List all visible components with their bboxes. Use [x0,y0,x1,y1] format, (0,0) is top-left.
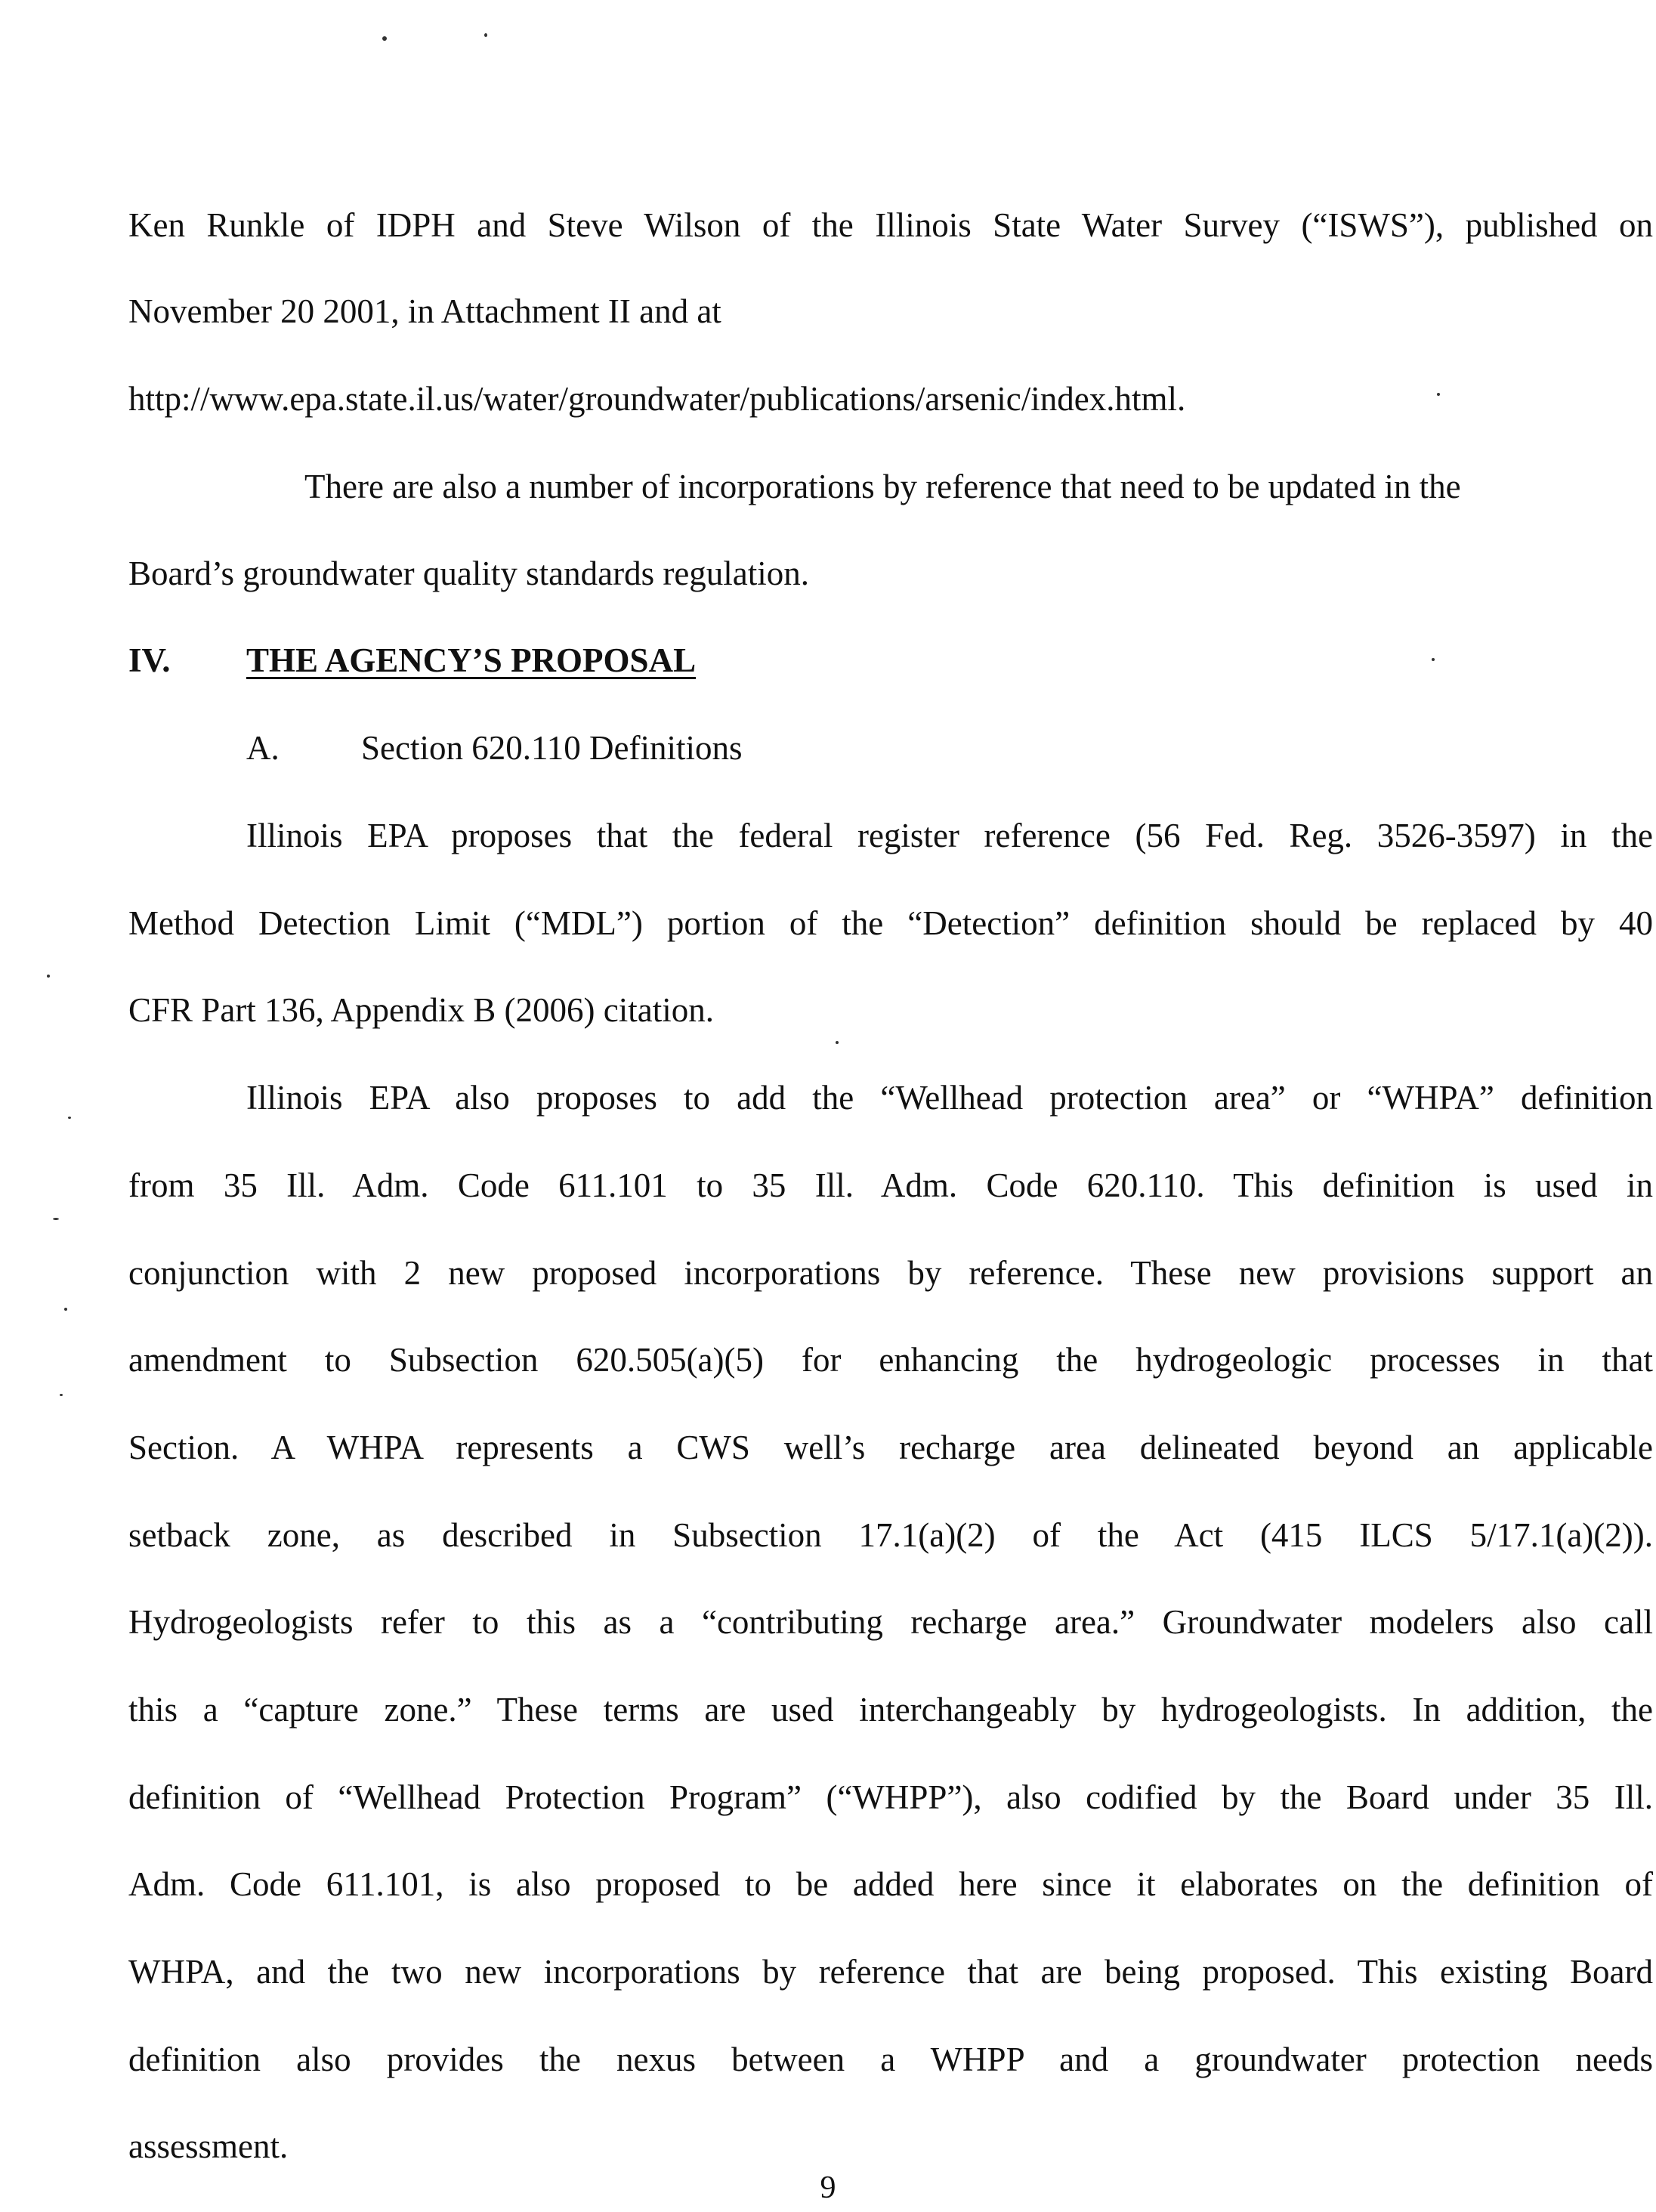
paragraph-line: this a “capture zone.” These terms are used interchangeably by hydrogeologists. In addition, the [128,1691,1653,1729]
paragraph-line: conjunction with 2 new proposed incorporations by reference. These new provisions support an [128,1254,1653,1292]
scan-speck [68,1117,71,1119]
paragraph-line: CFR Part 136, Appendix B (2006) citation. [128,991,714,1029]
url-line: http://www.epa.state.il.us/water/groundwater/publications/arsenic/index.html. [128,380,1186,418]
paragraph-line: WHPA, and the two new incorporations by reference that are being proposed. This existing Board [128,1953,1653,1991]
paragraph-line: Illinois EPA also proposes to add the “Wellhead protection area” or “WHPA” definition [246,1079,1653,1117]
paragraph-line: Adm. Code 611.101, is also proposed to be added here since it elaborates on the definition of [128,1865,1653,1903]
page-number: 9 [820,2170,836,2205]
scan-speck [1437,393,1440,396]
subsection-letter: A. [246,729,280,767]
paragraph-line: assessment. [128,2127,289,2165]
section-number: IV. [128,641,171,679]
scan-speck [836,1041,839,1044]
paragraph-line: definition of “Wellhead Protection Program” (“WHPP”), also codified by the Board under 35 Ill. [128,1778,1653,1816]
scan-speck [47,975,50,978]
section-title: THE AGENCY’S PROPOSAL [246,641,697,679]
scan-speck [60,1394,63,1396]
text-line: There are also a number of incorporations by reference that need to be updated in the [304,468,1461,505]
paragraph-line: setback zone, as described in Subsection 17.1(a)(2) of the Act (415 ILCS 5/17.1(a)(2)). [128,1516,1653,1554]
scan-speck [1432,658,1435,661]
paragraph-line: definition also provides the nexus between a WHPP and a groundwater protection needs [128,2041,1653,2078]
scan-speck [382,36,387,41]
text-line: Board’s groundwater quality standards regulation. [128,555,810,592]
text-line: November 20 2001, in Attachment II and at [128,292,721,330]
text-line: Ken Runkle of IDPH and Steve Wilson of the Illinois State Water Survey (“ISWS”), published on [128,206,1653,244]
paragraph-line: amendment to Subsection 620.505(a)(5) for enhancing the hydrogeologic processes in that [128,1341,1653,1379]
paragraph-line: from 35 Ill. Adm. Code 611.101 to 35 Ill. Adm. Code 620.110. This definition is used in [128,1166,1653,1204]
paragraph-line: Section. A WHPA represents a CWS well’s recharge area delineated beyond an applicable [128,1429,1653,1466]
paragraph-line: Illinois EPA proposes that the federal register reference (56 Fed. Reg. 3526-3597) in the [246,817,1653,854]
scan-speck [484,33,487,37]
paragraph-line: Method Detection Limit (“MDL”) portion of the “Detection” definition should be replaced by 40 [128,904,1653,942]
paragraph-line: Hydrogeologists refer to this as a “contributing recharge area.” Groundwater modelers also call [128,1603,1653,1641]
scan-speck [64,1308,67,1311]
scan-speck [53,1218,59,1220]
subsection-title: Section 620.110 Definitions [361,729,743,767]
